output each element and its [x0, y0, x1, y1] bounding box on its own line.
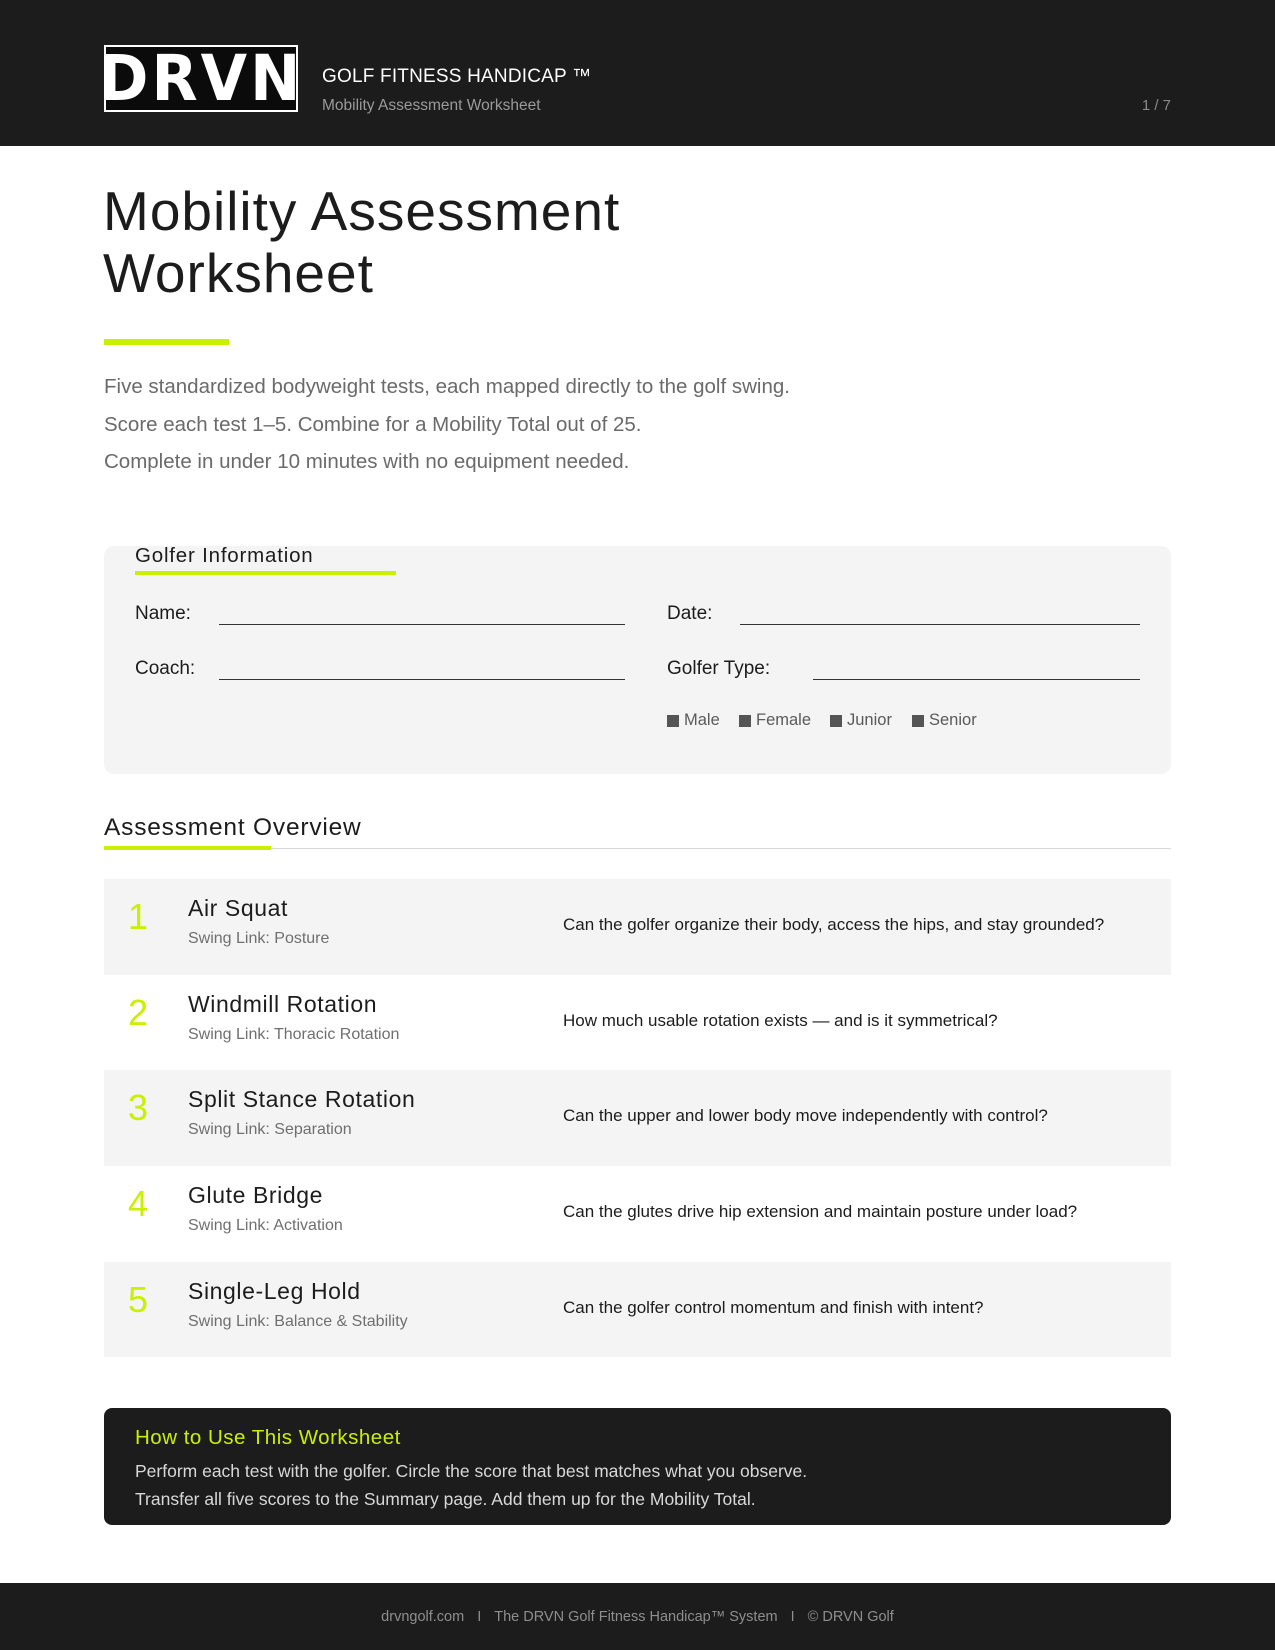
test-question: How much usable rotation exists — and is it symmetrical? — [563, 1010, 998, 1030]
assessment-row — [104, 975, 1171, 1071]
coach-label: Coach: — [135, 658, 196, 679]
assessment-row — [104, 1166, 1171, 1262]
footer-separator: I — [790, 1608, 795, 1625]
name-label: Name: — [135, 603, 191, 624]
test-swing-link: Swing Link: Separation — [188, 1121, 352, 1139]
golfer-info-accent — [135, 571, 396, 575]
how-to-use-title: How to Use This Worksheet — [135, 1426, 401, 1449]
test-swing-link: Swing Link: Posture — [188, 930, 330, 947]
header-title: GOLF FITNESS HANDICAP ™ — [322, 66, 592, 87]
golfer-type-female[interactable] — [739, 711, 811, 730]
page-number: 1 / 7 — [1141, 97, 1171, 114]
golfer-type-option-label: Male — [684, 711, 720, 729]
golfer-type-option-label: Senior — [929, 711, 977, 729]
golfer-type-option-label: Junior — [847, 711, 892, 729]
test-swing-link: Swing Link: Balance & Stability — [188, 1312, 408, 1330]
golfer-type-label: Golfer Type: — [667, 658, 771, 679]
overview-title: Assessment Overview — [104, 814, 362, 841]
test-name: Single-Leg Hold — [188, 1277, 361, 1304]
checkbox-icon[interactable] — [739, 715, 751, 727]
intro-line: Five standardized bodyweight tests, each mapped directly to the golf swing. — [104, 375, 790, 398]
golfer-type-field[interactable] — [813, 679, 1140, 680]
date-label: Date: — [667, 603, 713, 624]
how-to-use-line: Perform each test with the golfer. Circle the score that best matches what you observe. — [135, 1461, 808, 1481]
test-swing-link: Swing Link: Activation — [188, 1217, 343, 1235]
footer-copyright: © DRVN Golf — [807, 1608, 894, 1625]
name-field[interactable] — [219, 624, 625, 625]
footer-bar — [0, 1583, 1275, 1650]
assessment-list — [104, 879, 1171, 1357]
test-name: Windmill Rotation — [188, 990, 378, 1017]
drvn-logo — [98, 41, 304, 116]
page-title — [103, 180, 803, 304]
test-number: 4 — [128, 1183, 149, 1225]
how-to-use-line: Transfer all five scores to the Summary page. Add them up for the Mobility Total. — [135, 1489, 756, 1509]
date-field[interactable] — [740, 624, 1140, 625]
checkbox-icon[interactable] — [830, 715, 842, 727]
assessment-row — [104, 1262, 1171, 1358]
page-title-line-2: Worksheet — [103, 242, 374, 304]
test-question: Can the golfer organize their body, access the hips, and stay grounded? — [563, 915, 1105, 934]
test-number: 1 — [128, 896, 149, 937]
intro-line: Complete in under 10 minutes with no equipment needed. — [104, 450, 630, 473]
logo-text: DRVN — [98, 41, 304, 116]
page-title-line-1: Mobility Assessment — [103, 180, 621, 242]
golfer-type-male[interactable] — [667, 711, 720, 730]
test-question: Can the glutes drive hip extension and maintain posture under load? — [563, 1202, 1078, 1222]
golfer-info-card — [104, 546, 1171, 774]
assessment-row — [104, 879, 1171, 975]
header-subtitle: Mobility Assessment Worksheet — [322, 97, 541, 114]
test-question: Can the golfer control momentum and finish with intent? — [563, 1297, 984, 1317]
golfer-type-option-label: Female — [756, 711, 812, 729]
header-bar — [0, 0, 1275, 146]
footer-site-link[interactable]: drvngolf.com — [381, 1608, 465, 1625]
golfer-type-senior[interactable] — [912, 711, 977, 730]
test-number: 5 — [128, 1278, 149, 1320]
test-name: Glute Bridge — [188, 1182, 324, 1209]
coach-field[interactable] — [219, 679, 625, 680]
assessment-row — [104, 1070, 1171, 1166]
test-question: Can the upper and lower body move independently with control? — [563, 1106, 1048, 1126]
golfer-info-title: Golfer Information — [135, 544, 314, 567]
checkbox-icon[interactable] — [912, 715, 924, 727]
test-name: Air Squat — [188, 895, 289, 921]
golfer-type-junior[interactable] — [830, 711, 892, 730]
test-number: 2 — [128, 991, 149, 1033]
intro-line: Score each test 1–5. Combine for a Mobility Total out of 25. — [104, 412, 642, 436]
title-accent-bar — [104, 339, 229, 345]
checkbox-icon[interactable] — [667, 715, 679, 727]
test-number: 3 — [128, 1087, 149, 1129]
test-name: Split Stance Rotation — [188, 1086, 416, 1113]
test-swing-link: Swing Link: Thoracic Rotation — [188, 1025, 400, 1043]
overview-accent — [104, 846, 271, 850]
footer-system: The DRVN Golf Fitness Handicap™ System — [494, 1608, 778, 1625]
intro-text — [104, 368, 1004, 481]
footer-separator: I — [477, 1608, 482, 1625]
how-to-use-box — [104, 1408, 1171, 1525]
